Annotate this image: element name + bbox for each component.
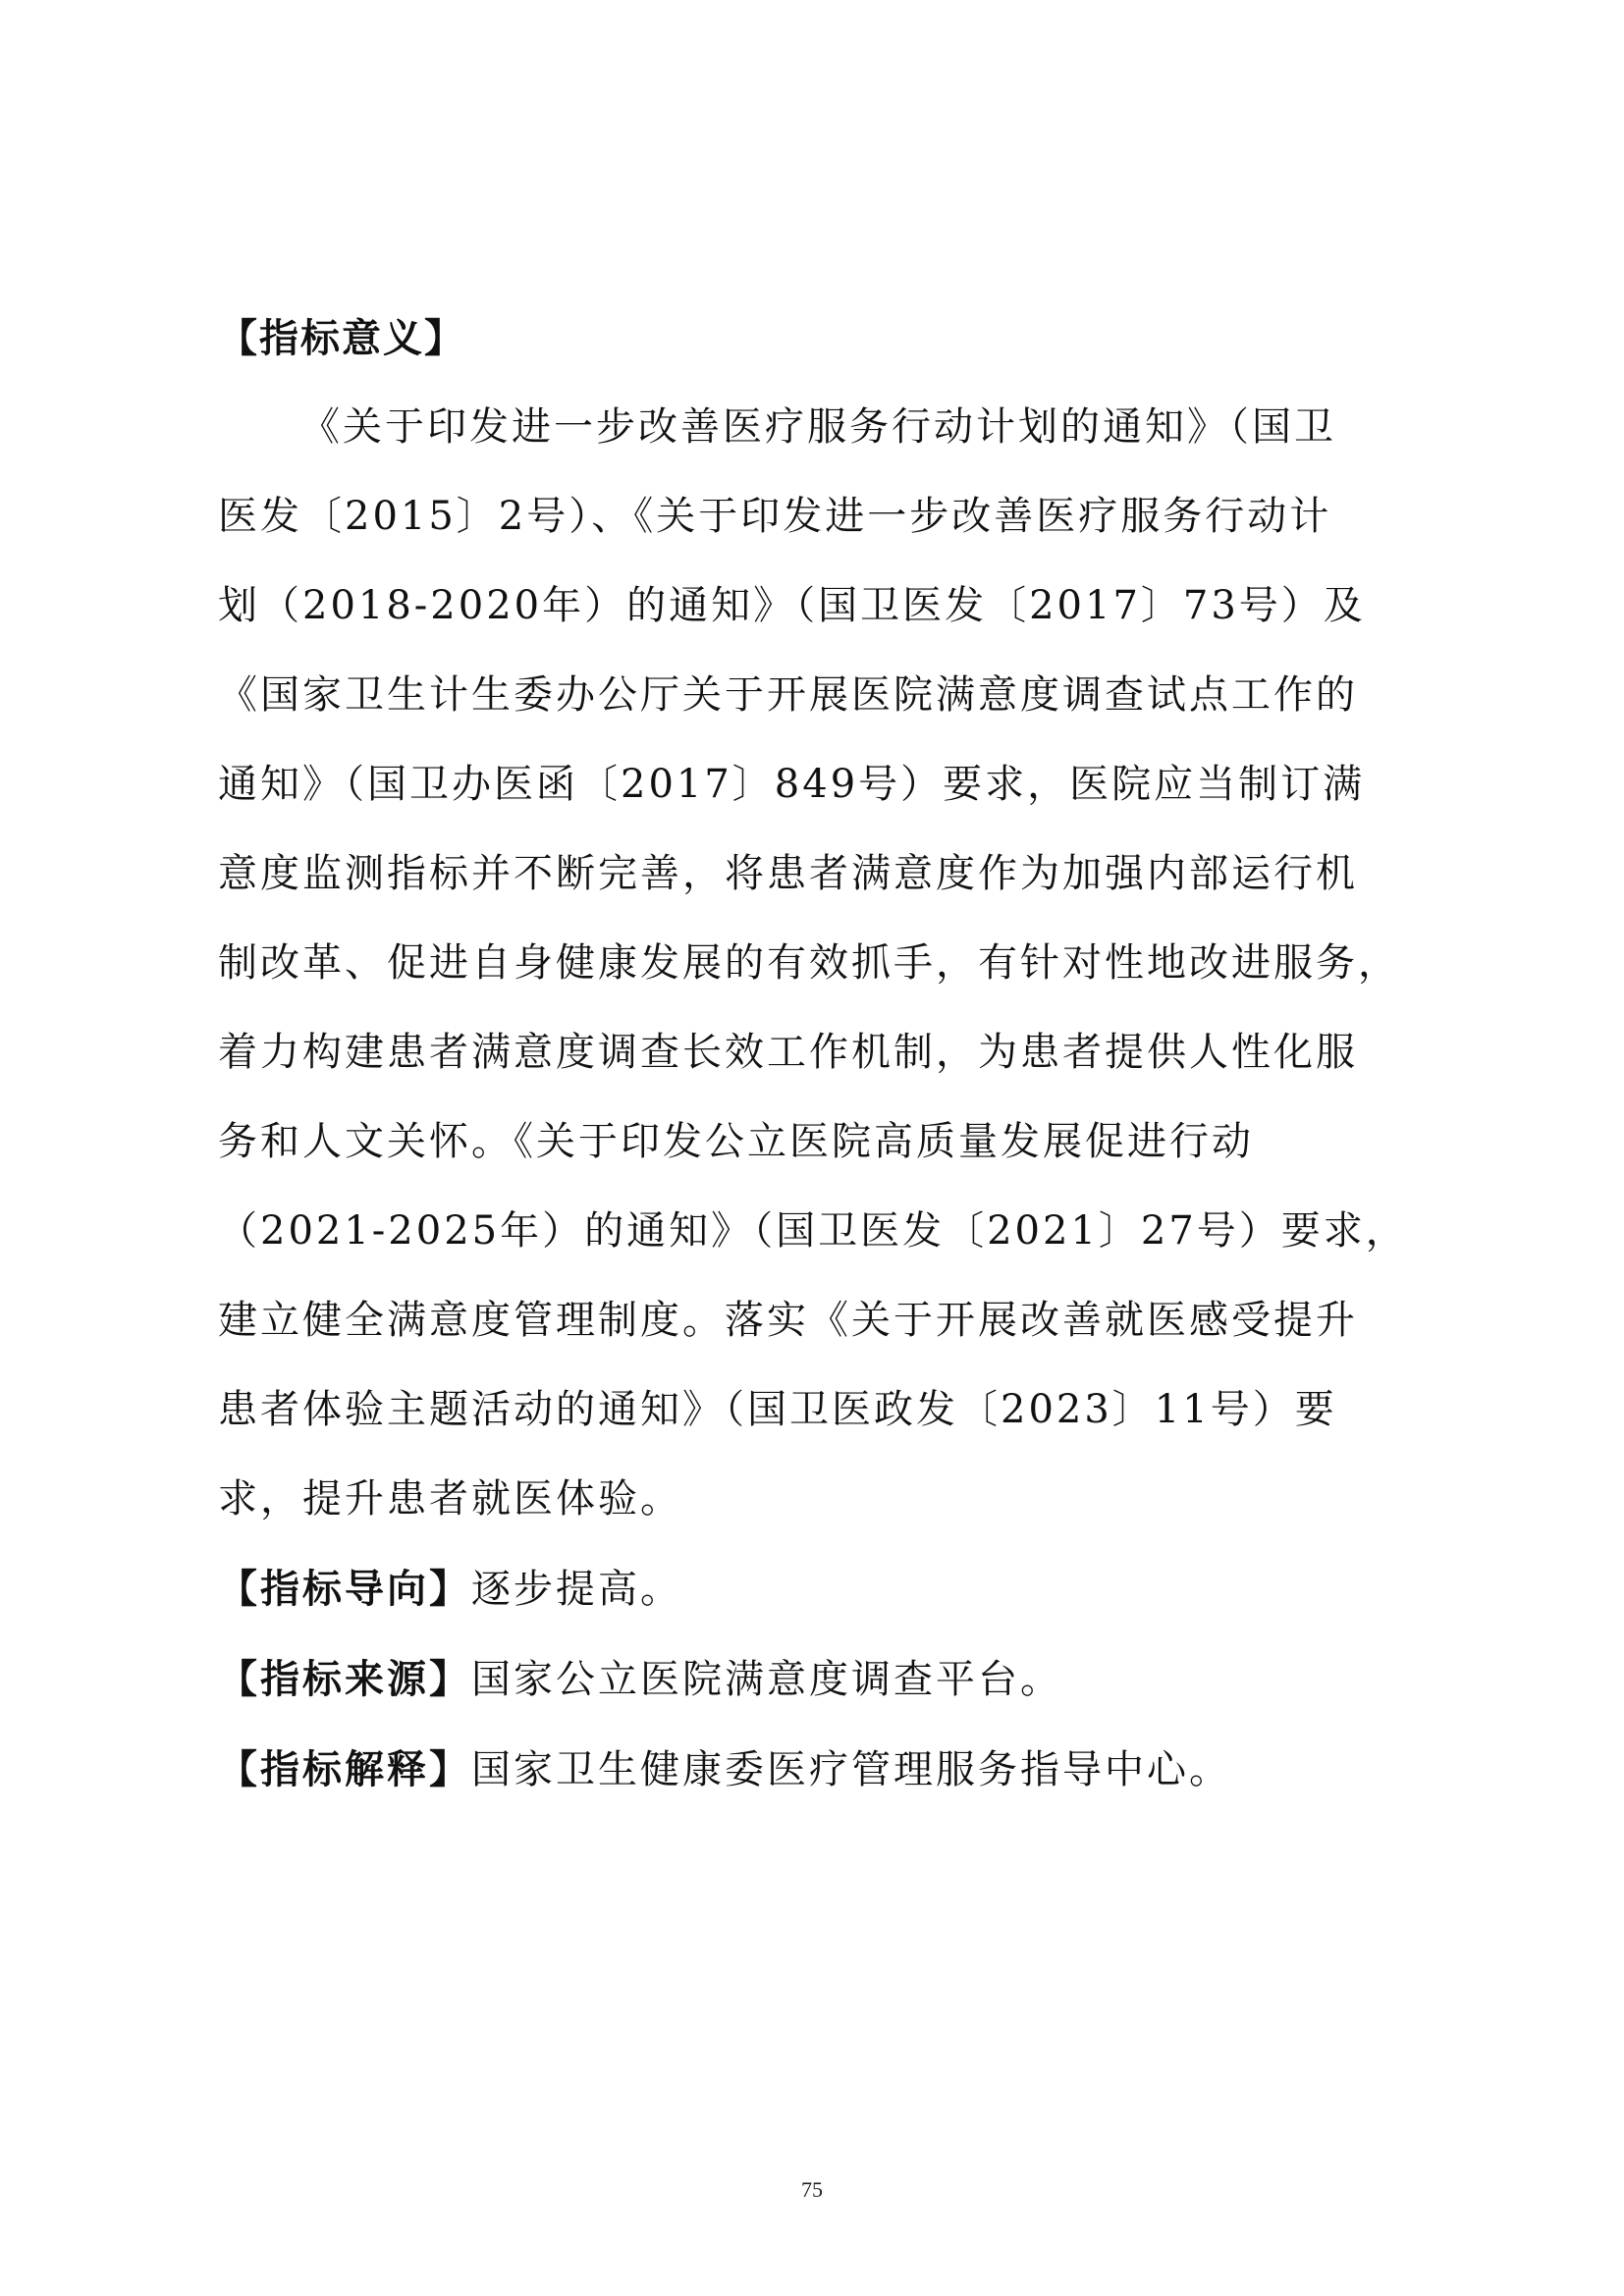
section-heading [218,294,1426,383]
indicator-source-value: 国家公立医院满意度调查平台。 [471,1657,1062,1702]
indicator-interpretation [218,1725,1426,1815]
paragraph-line: 划（2018-2020年）的通知》（国卫医发〔2017〕73号）及 [218,583,1366,628]
indicator-direction [218,1544,1426,1634]
indicator-direction-label: 【指标导向】 [218,1566,471,1612]
page-number: 75 [801,2177,823,2202]
paragraph-line: 通知》（国卫办医函〔2017〕849号）要求，医院应当制订满 [218,762,1366,807]
indicator-interpretation-label: 【指标解释】 [218,1746,471,1792]
paragraph-line: （2021-2025年）的通知》（国卫医发〔2021〕27号）要求， [218,1208,1408,1254]
paragraph-line: 患者体验主题活动的通知》（国卫医政发〔2023〕11号）要 [218,1387,1337,1432]
indicator-direction-value: 逐步提高。 [471,1567,682,1612]
paragraph-line: 《关于印发进一步改善医疗服务行动计划的通知》（国卫 [300,404,1336,450]
indicator-source-label: 【指标来源】 [218,1656,471,1702]
paragraph-line: 务和人文关怀。《关于印发公立医院高质量发展促进行动 [218,1119,1254,1164]
paragraph-line: 意度监测指标并不断完善，将患者满意度作为加强内部运行机 [218,851,1358,896]
content-block [218,294,1426,1815]
section-paragraph [218,383,1426,1544]
paragraph-line: 制改革、促进自身健康发展的有效抓手，有针对性地改进服务， [218,940,1400,986]
paragraph-line: 求，提升患者就医体验。 [218,1476,682,1522]
paragraph-line: 建立健全满意度管理制度。落实《关于开展改善就医感受提升 [218,1298,1358,1343]
paragraph-line: 着力构建患者满意度调查长效工作机制，为患者提供人性化服 [218,1030,1358,1075]
paragraph-line: 《国家卫生计生委办公厅关于开展医院满意度调查试点工作的 [218,672,1358,718]
indicator-interpretation-value: 国家卫生健康委医疗管理服务指导中心。 [471,1747,1231,1792]
section-heading-text: 【指标意义】 [218,316,465,361]
indicator-source [218,1634,1426,1725]
paragraph-line: 医发〔2015〕2号）、《关于印发进一步改善医疗服务行动计 [218,494,1332,539]
